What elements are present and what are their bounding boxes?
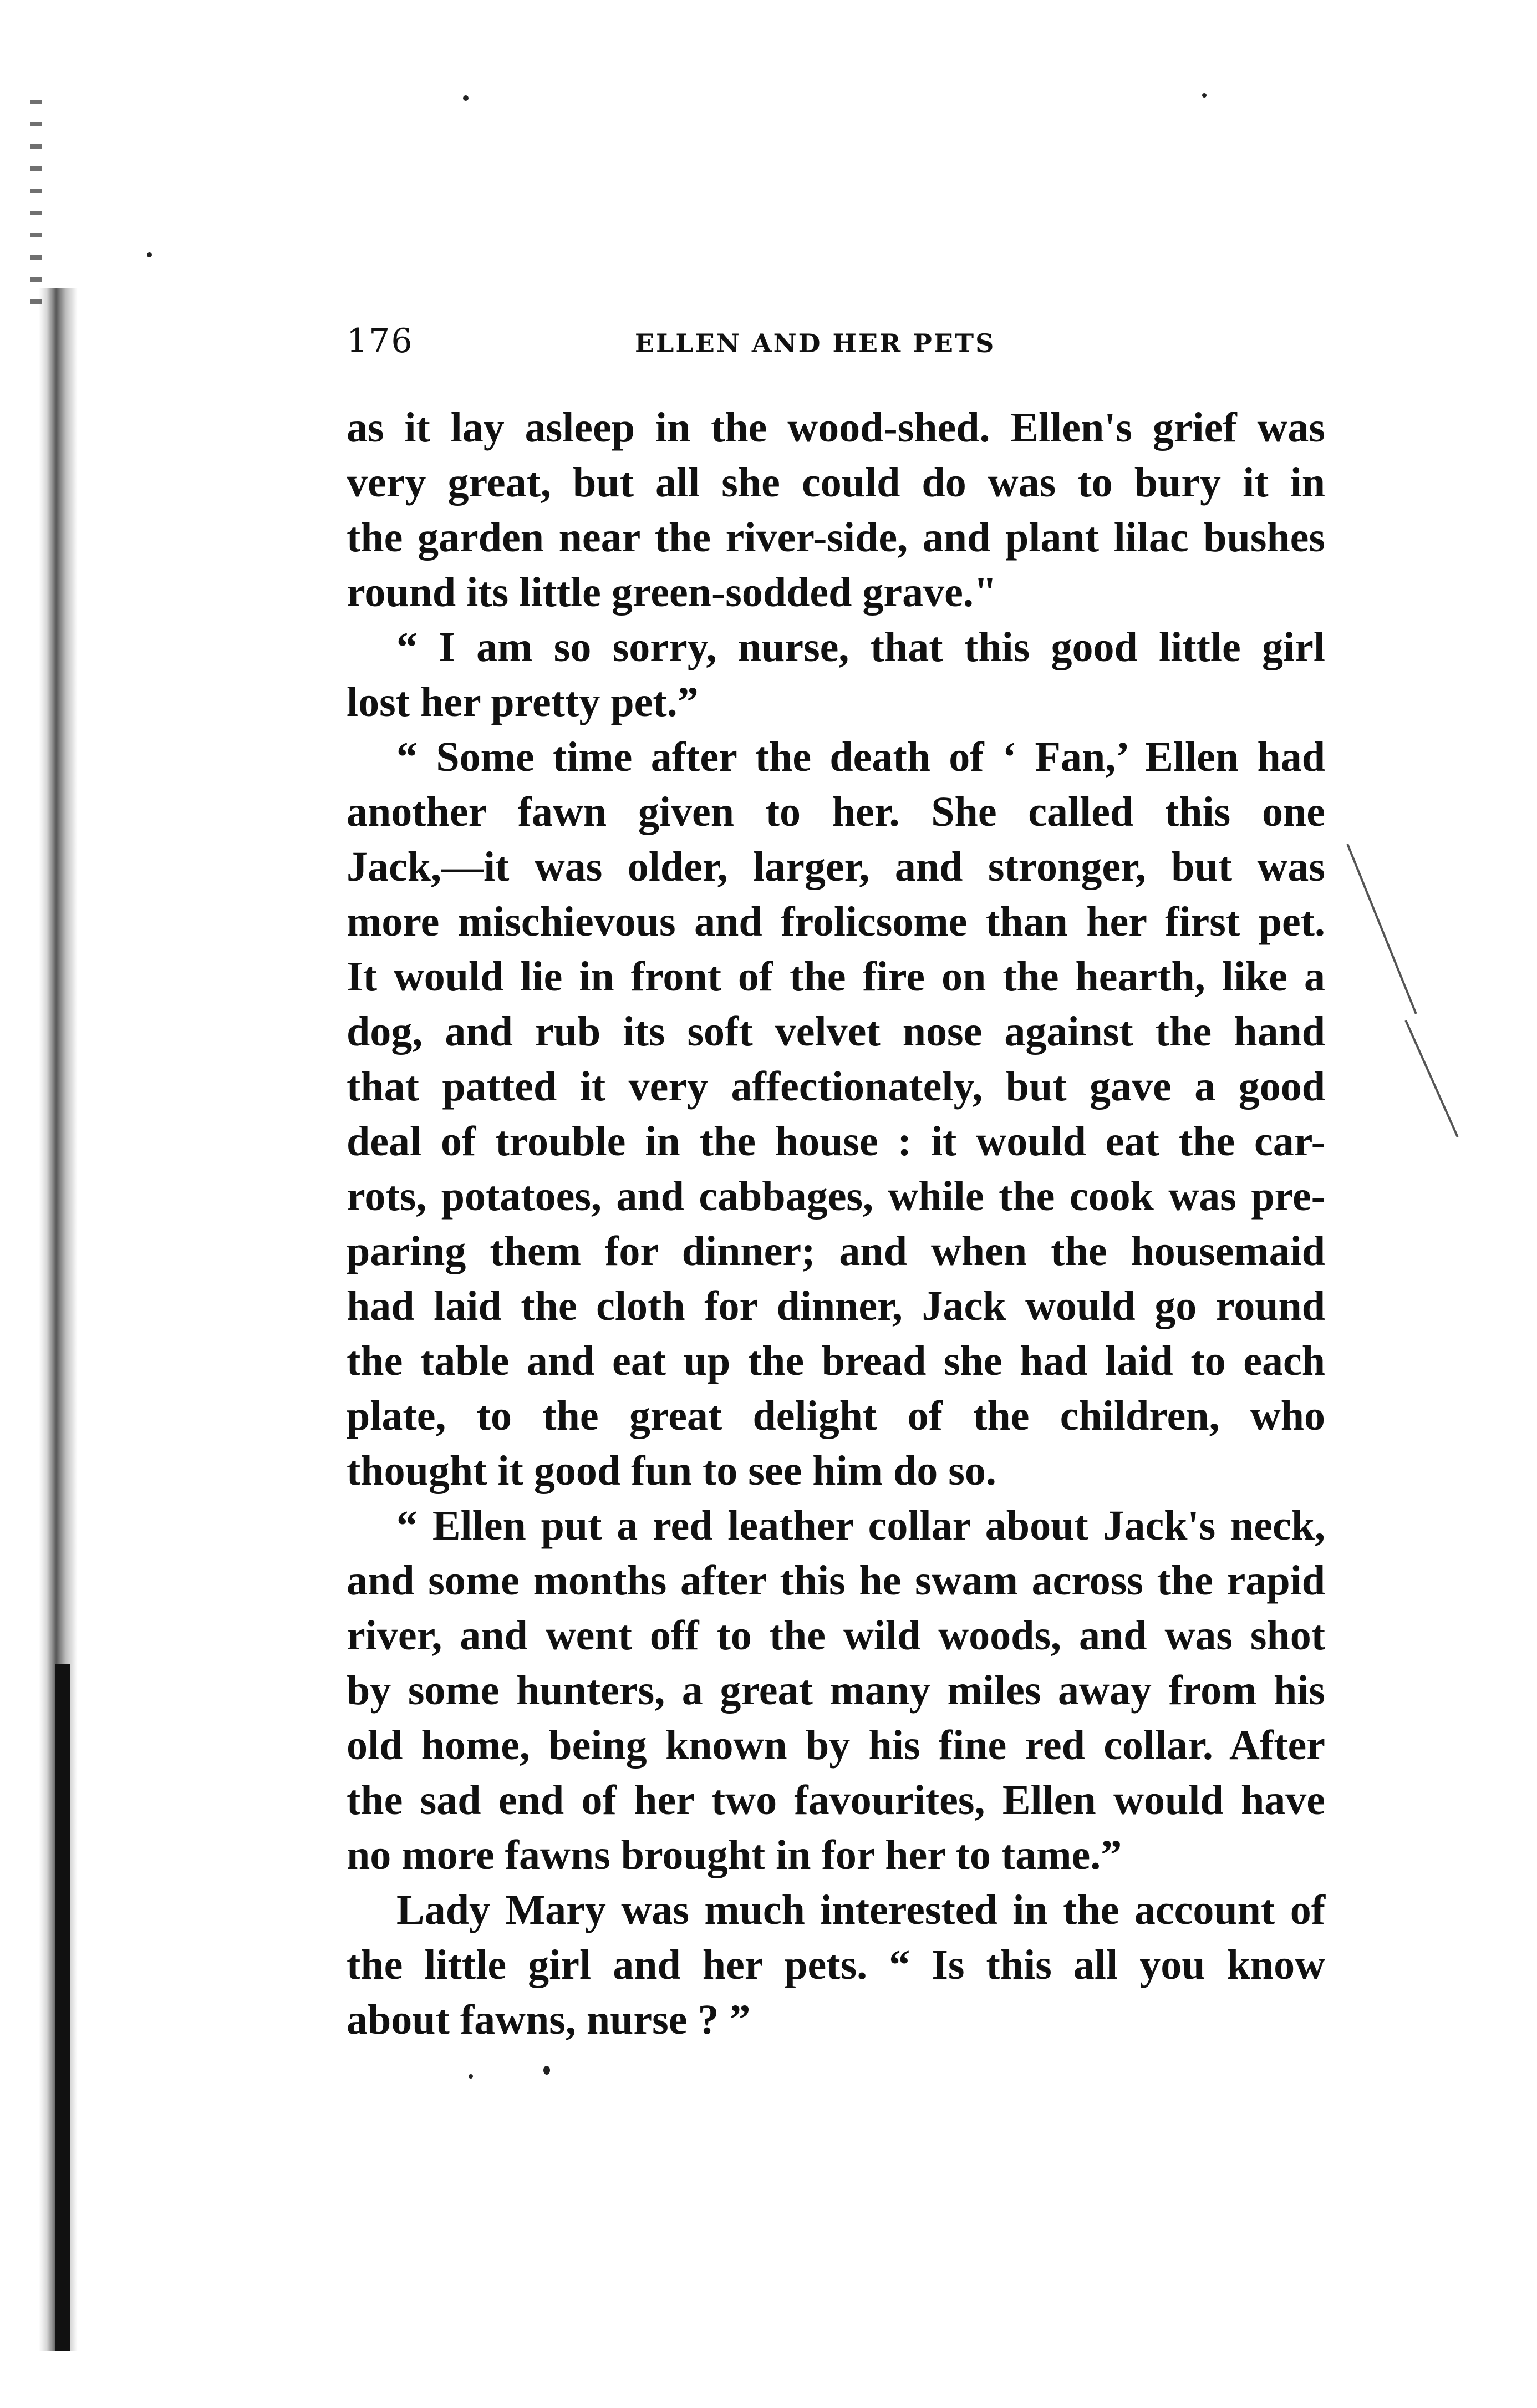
scan-speck [147,252,152,257]
text-line: no more fawns brought in for her to tame.” [347,1832,1122,1878]
scan-speck [463,95,469,101]
text-line: very great, but all she could do was to bury it in [347,459,1325,506]
text-line: that patted it very affectionately, but gave a good [347,1063,1325,1110]
text-line: deal of trouble in the house : it would eat the car- [347,1118,1325,1165]
text-line: lost her pretty pet.” [347,679,699,725]
text-line: river, and went off to the wild woods, and was shot [347,1612,1325,1659]
text-line: “ Ellen put a red leather collar about Jack's neck, [396,1502,1325,1549]
text-line: Jack,—it was older, larger, and stronger, but was [347,844,1325,890]
scan-edge-marks [30,100,42,311]
text-line: and some months after this he swam across the rapid [347,1557,1325,1604]
running-title: ELLEN AND HER PETS [635,328,996,358]
scan-streak [1404,1020,1458,1137]
text-line: round its little green-sodded grave." [347,569,997,616]
text-line: paring them for dinner; and when the housemaid [347,1228,1325,1274]
text-line: by some hunters, a great many miles away from his [347,1667,1325,1714]
text-line: about fawns, nurse ? ” [347,1996,751,2043]
text-line: as it lay asleep in the wood-shed. Ellen's grief was [347,404,1325,451]
text-line: another fawn given to her. She called this one [347,789,1325,835]
page-body [347,400,1325,2048]
binding-edge [55,1664,70,2351]
text-line: It would lie in front of the fire on the hearth, like a [347,953,1325,1000]
text-line: plate, to the great delight of the children, who [347,1393,1325,1439]
scan-speck [469,2074,473,2079]
text-line: the table and eat up the bread she had laid to each [347,1338,1325,1384]
paragraph [347,1883,1325,2048]
text-line: “ Some time after the death of ‘ Fan,’ Ellen had [396,734,1325,780]
text-line: old home, being known by his fine red collar. After [347,1722,1325,1769]
text-line: the little girl and her pets. “ Is this all you know [347,1942,1325,1988]
text-line: thought it good fun to see him do so. [347,1447,996,1494]
text-line: the garden near the river-side, and plant lilac bushes [347,514,1325,561]
text-line: had laid the cloth for dinner, Jack would go round [347,1283,1325,1329]
page-header [347,322,1325,366]
text-line: the sad end of her two favourites, Ellen would have [347,1777,1325,1823]
paragraph [347,620,1325,730]
scan-streak [1346,844,1417,1014]
page-number: 176 [347,322,414,360]
scan-speck [1202,93,1207,98]
text-line: “ I am so sorry, nurse, that this good little girl [396,624,1325,670]
paragraph [347,730,1325,1498]
text-line: dog, and rub its soft velvet nose against the hand [347,1008,1325,1055]
scan-speck [543,2066,550,2075]
text-line: rots, potatoes, and cabbages, while the cook was pre- [347,1173,1325,1220]
paragraph [347,400,1325,620]
text-line: more mischievous and frolicsome than her first pet. [347,898,1325,945]
paragraph [347,1498,1325,1883]
text-line: Lady Mary was much interested in the account of [396,1887,1325,1933]
